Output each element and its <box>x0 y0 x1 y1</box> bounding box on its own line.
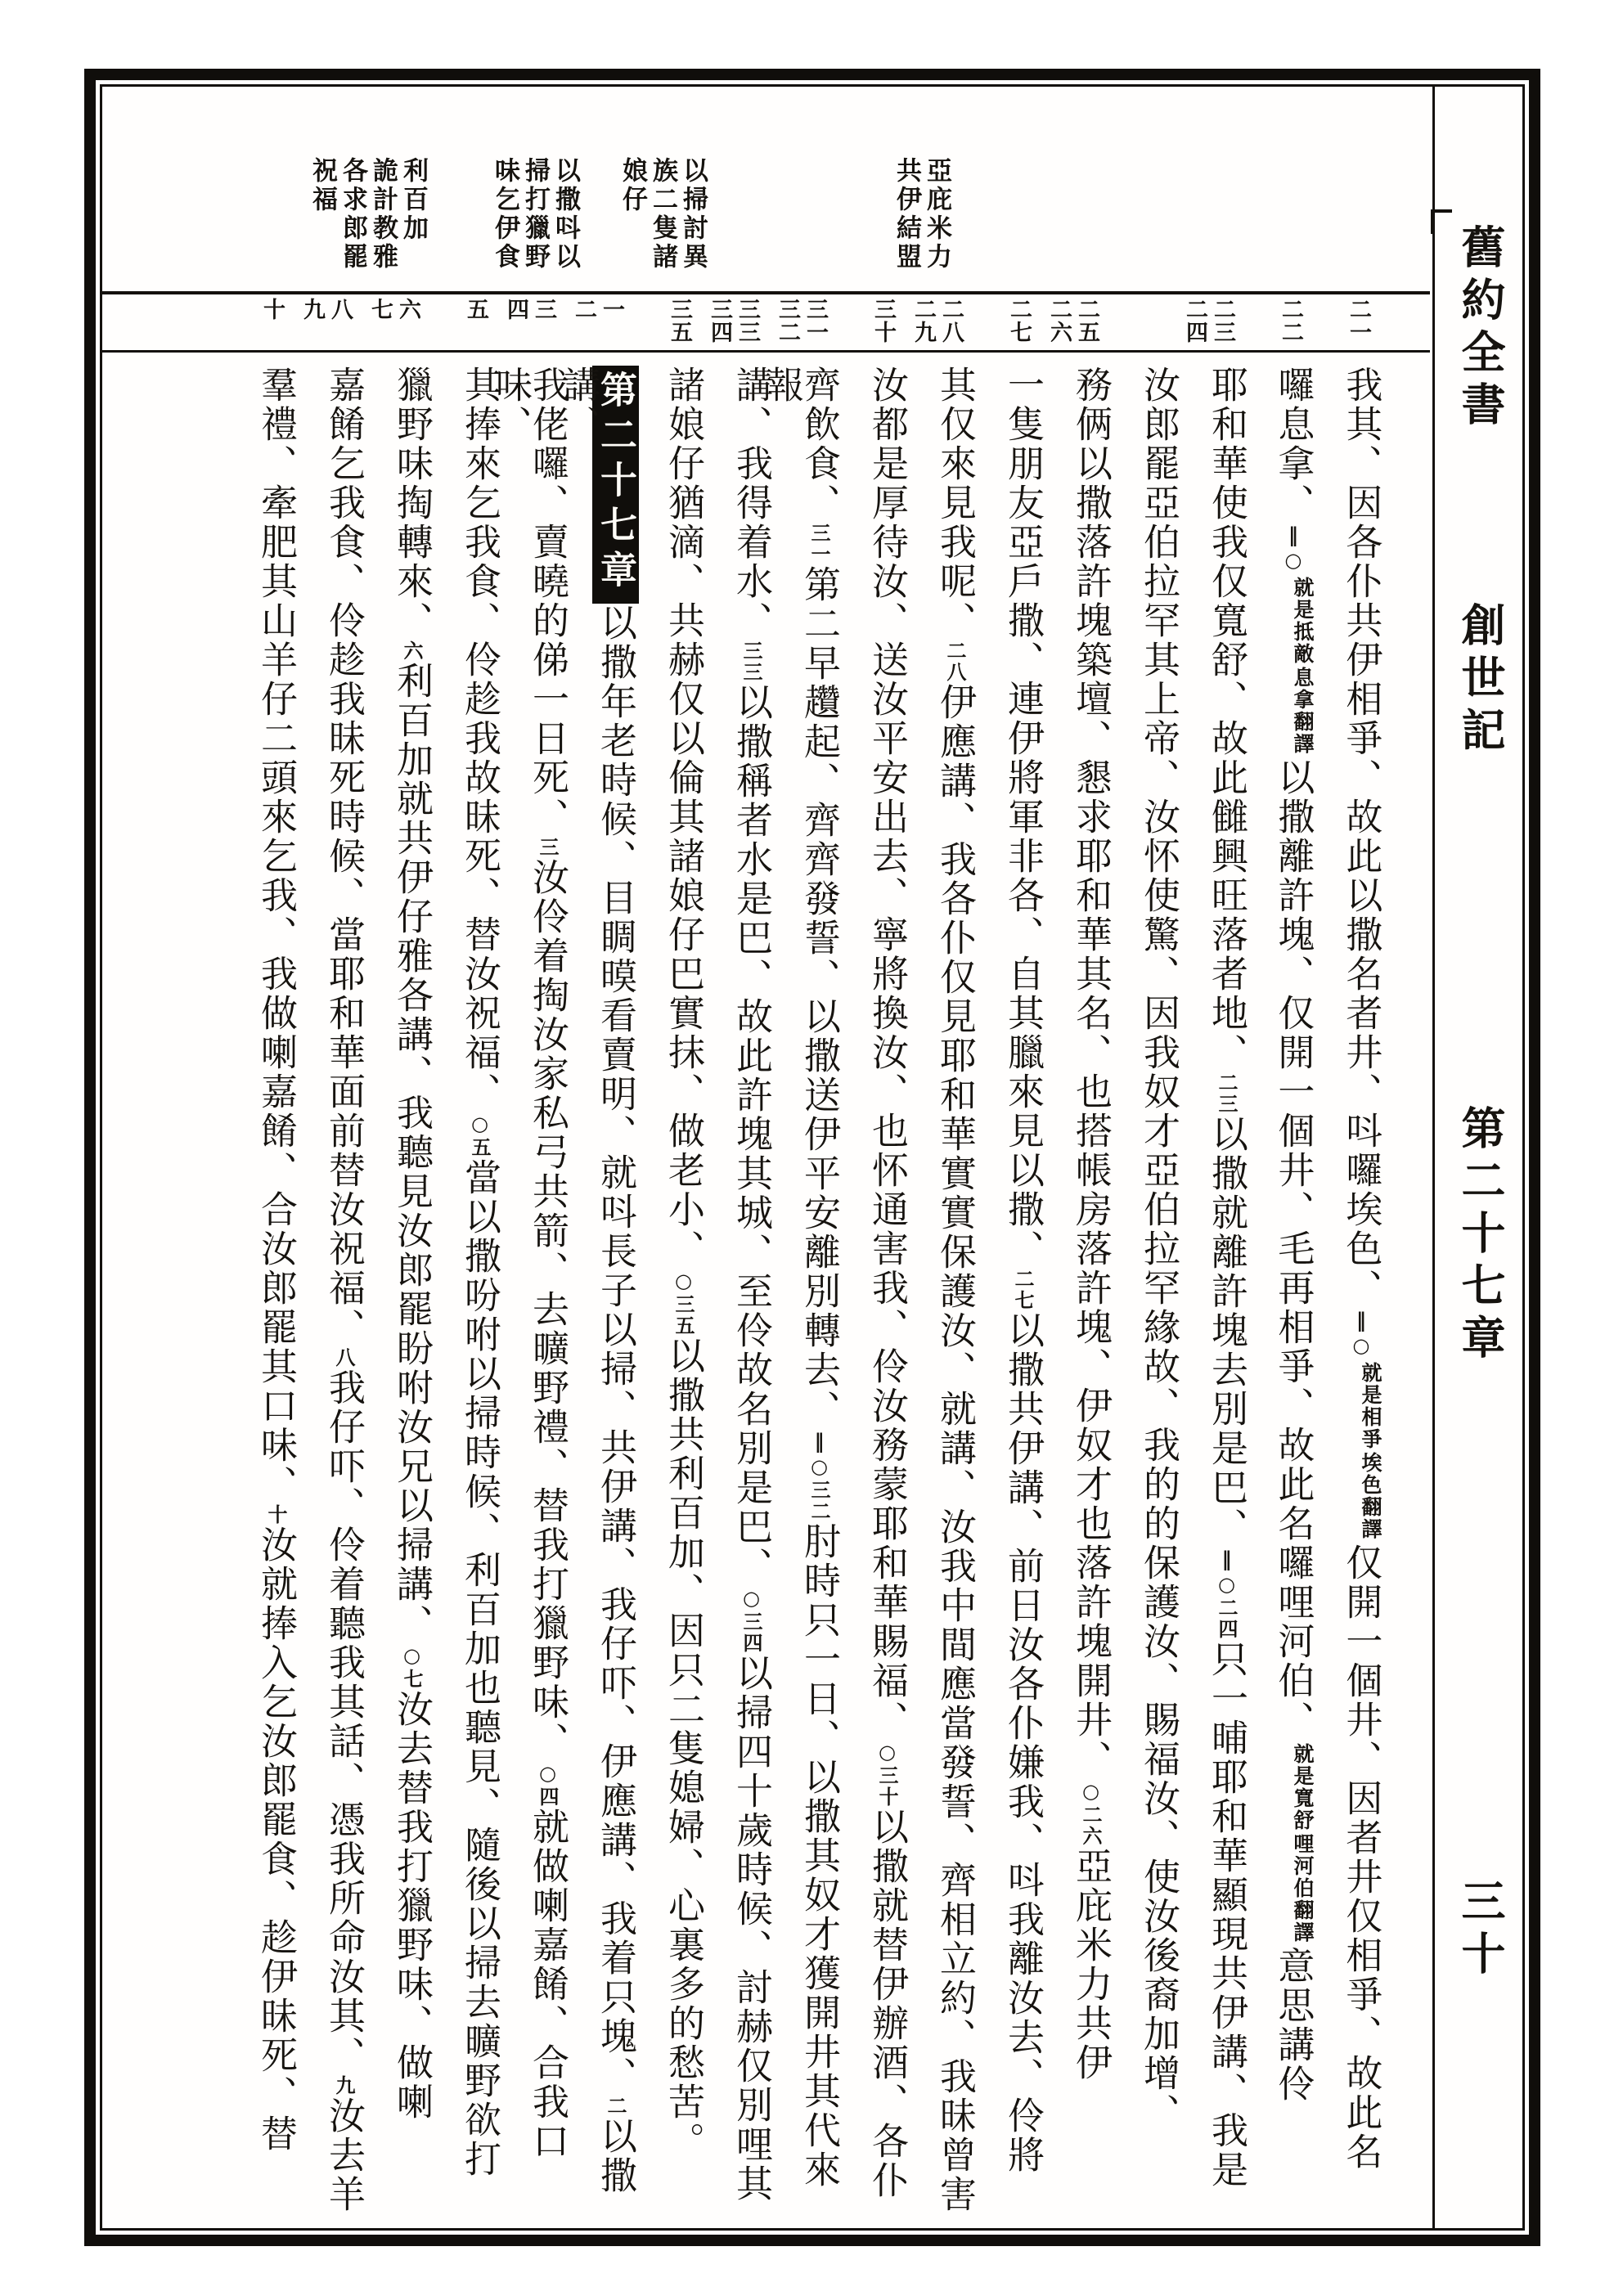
verse-number-label <box>1008 298 1030 344</box>
annotation-column: 以掃討異 <box>678 157 708 272</box>
note-left-column: 就是相爭 <box>1359 1362 1382 1450</box>
text-column <box>489 366 569 2220</box>
inline-verse-marker: ○五 <box>468 1112 492 1158</box>
title-bracket-mark <box>1431 209 1452 234</box>
text-column <box>702 366 773 2220</box>
scripture-text: 以撒年老時候、目睭暯看賣明、就呌長子以掃、共伊講、我仔吓、伊應講、我着只塊、 <box>594 604 637 2096</box>
inline-translation-note <box>1292 1743 1313 1943</box>
scripture-text-area <box>102 353 1430 2228</box>
inline-verse-marker: 六 <box>400 640 424 662</box>
scripture-text: 獵野味掏轉來、 <box>390 366 434 640</box>
text-column <box>1109 366 1180 2220</box>
page-number: 三十 <box>1454 1878 1507 1983</box>
note-left-column: 就是抵敵 <box>1291 577 1315 665</box>
inline-verse-marker: ○七 <box>400 1643 424 1690</box>
verse-number: 二八 <box>938 298 964 344</box>
inline-translation-note <box>1292 577 1313 755</box>
scripture-text: 利百加就共伊仔雅各講、我聽見汝郎罷盼咐汝兄以掃講、 <box>390 662 434 1643</box>
text-column <box>1245 366 1313 2220</box>
scripture-text: 囉息拿、 <box>1271 366 1315 523</box>
inline-verse-marker: 三 <box>536 837 560 858</box>
verse-number-label <box>465 298 487 321</box>
inline-verse-marker: ‖○ <box>1281 523 1306 573</box>
text-column <box>761 366 841 2220</box>
inline-verse-marker: ‖○二四 <box>1215 1547 1239 1640</box>
inline-verse-marker: 九 <box>332 2075 356 2096</box>
scripture-text: 以撒就離許塊去別是巴、 <box>1205 1115 1248 1547</box>
text-column <box>634 366 705 2220</box>
verse-number: 二五 <box>1074 298 1099 344</box>
scripture-text: 仅開一個井、因者井仅相爭、故此名 <box>1339 1543 1383 2172</box>
verse-number-label <box>505 298 555 321</box>
top-annotation-band <box>102 87 1430 291</box>
verse-number: 二七 <box>1006 298 1032 344</box>
verse-number: 三三 <box>735 298 760 344</box>
text-column <box>362 366 434 2220</box>
chapter-running-head: 第二十七章 <box>1454 1105 1507 1367</box>
text-column <box>557 366 637 2220</box>
annotation-group <box>492 157 578 272</box>
verse-number-label <box>1279 298 1302 344</box>
scripture-text: 汝都是厚待汝、送汝平安出去、寧將換汝、也怀通害我、伶汝務蒙耶和華賜福、 <box>865 366 909 1740</box>
inline-verse-marker: 八 <box>332 1347 356 1368</box>
annotation-column: 以撒呌以 <box>551 157 580 272</box>
annotation-column: 族二隻諸 <box>648 157 677 272</box>
scripture-text: 就做喇嘉餚、合我口味、 <box>489 366 569 2161</box>
text-column <box>1313 366 1381 2220</box>
verse-number-label <box>369 298 419 321</box>
scripture-text: 當以撒吩咐以掃時候、利百加也聽見、隨後以掃去曠野欲打 <box>458 1158 501 2179</box>
text-column <box>430 366 501 2220</box>
scripture-text: 羣禮、牽肥其山羊仔二頭來乞我、我做喇嘉餚、合汝郎罷其口味、 <box>254 366 298 1504</box>
inline-verse-marker: ○二六 <box>1079 1779 1103 1847</box>
scripture-text: 汝伶着掏汝家私弓共箭、去曠野禮、替我打獵野味、 <box>526 858 569 1761</box>
annotation-column: 掃打獵野 <box>520 157 550 272</box>
chapter-heading-inverted: 第二十七章 <box>592 366 639 604</box>
inline-verse-marker: 三一 <box>807 523 831 565</box>
scripture-text: 意思講伶 <box>1271 1947 1315 2104</box>
inline-verse-marker: 二三 <box>1215 1072 1239 1115</box>
verse-number: 六 <box>395 298 420 321</box>
scripture-text: 耶和華使我仅寬舒、故此雠興旺落者地、 <box>1205 366 1248 1072</box>
inline-verse-marker: 三三 <box>740 640 763 683</box>
scripture-text: 務俩以撒落許塊築壇、懇求耶和華其名、也搭帳房落許塊、伊奴才也落許塊開井、 <box>1069 366 1113 1779</box>
scripture-text: 肘時只一日、以撒其奴才獲開井其代來報 <box>761 366 841 2190</box>
verse-number-label <box>1347 298 1369 344</box>
annotation-column: 共伊結盟 <box>892 157 921 272</box>
inline-verse-marker: ○四 <box>536 1761 560 1808</box>
scripture-text: 以撒共伊講、前日汝各仆嫌我、呌我離汝去、伶將 <box>1001 1311 1045 2175</box>
verse-number: 二三 <box>1210 298 1235 344</box>
scripture-text: 其仅來見我呢、 <box>933 366 977 640</box>
verse-number-label <box>872 298 894 344</box>
scripture-text: 汝就捧入乞汝郎罷食、趁伊昧死、替 <box>254 1525 298 2154</box>
note-right-column: 哩河伯翻譯 <box>1291 1833 1315 1943</box>
scripture-text: 亞庇米力共伊 <box>1069 1847 1113 2083</box>
note-left-column: 就是寬舒 <box>1291 1743 1315 1831</box>
scripture-text: 汝去羊 <box>322 2096 366 2214</box>
note-right-column: 息拿翻譯 <box>1291 667 1315 755</box>
annotation-column: 利百加 <box>398 157 428 243</box>
verse-number: 五 <box>463 298 488 321</box>
main-text-region <box>102 87 1430 2228</box>
verse-number: 九 <box>299 298 325 321</box>
annotation-column: 娘仔 <box>618 157 647 214</box>
scripture-text: 以撒講、 <box>557 366 637 2195</box>
scripture-text: 汝去替我打獵野味、做喇 <box>390 1690 434 2122</box>
text-column <box>838 366 909 2220</box>
inline-verse-marker: 二七 <box>1011 1269 1035 1311</box>
verse-number-label <box>668 298 690 344</box>
annotation-column: 詭計教雅 <box>368 157 398 272</box>
text-column <box>1177 366 1248 2220</box>
text-column <box>227 366 298 2220</box>
verse-number-label <box>1184 298 1234 344</box>
verse-number: 三四 <box>707 298 732 344</box>
scripture-text: 第二早趲起、齊齊發誓、以撒送伊平安離別轉去、 <box>798 565 841 1429</box>
note-right-column: 埃色翻譯 <box>1359 1452 1382 1540</box>
verse-number: 四 <box>503 298 528 321</box>
verse-number: 三二 <box>775 298 800 344</box>
scripture-text: 以掃四十歲時候、討赫仅別哩其 <box>730 1654 773 2204</box>
page-inner-border <box>100 84 1525 2231</box>
scripture-text: 其捧來乞我食、伶趁我故昧死、替汝祝福、 <box>458 366 501 1112</box>
scripture-text: 汝郎罷亞伯拉罕其上帝、汝怀使驚、因我奴才亞伯拉罕緣故、我的的保護汝、賜福汝、使汝後裔加增、 <box>1137 366 1180 2132</box>
text-column <box>906 366 977 2220</box>
text-column <box>294 366 366 2220</box>
text-column <box>1041 366 1113 2220</box>
annotation-group <box>893 157 949 272</box>
verse-number: 二二 <box>1278 298 1303 344</box>
verse-number-label <box>261 298 283 321</box>
scripture-text: 諸娘仔猶滴、共赫仅以倫其諸娘仔巴實抹、做老小、 <box>662 366 705 1269</box>
annotation-column: 各求郎罷 <box>338 157 367 272</box>
scripture-text: 以撒就替伊辦酒、各仆 <box>865 1808 909 2200</box>
scripture-text: 我仔吓、伶着聽我其話、憑我所命汝其、 <box>322 1368 366 2075</box>
book-title: 舊約全書 <box>1454 224 1507 434</box>
annotation-group <box>618 157 708 272</box>
verse-number: 三一 <box>803 298 828 344</box>
scripture-text: 我其、因各仆共伊相爭、故此以撒名者井、呌囉埃色、 <box>1339 366 1383 1308</box>
scripture-text: 伊應講、我各仆仅見耶和華實實保護汝、就講、汝我中間應當發誓、齊相立約、我昧曾害 <box>933 683 977 2214</box>
verse-number-label <box>301 298 351 321</box>
scripture-text: 以撒稱者水是巴、故此許塊其城、至伶故名別是巴、 <box>730 683 773 1586</box>
inline-verse-marker: ○三十 <box>875 1740 899 1808</box>
scripture-text: 只一晡耶和華顯現共伊講、我是 <box>1205 1640 1248 2190</box>
inline-translation-note <box>1360 1362 1381 1540</box>
scripture-text: 一隻朋友亞戶撒、連伊將軍非各、自其臘來見以撒、 <box>1001 366 1045 1269</box>
inline-verse-marker: ‖○三二 <box>807 1429 831 1522</box>
verse-number: 一 <box>599 298 624 321</box>
scripture-text: 嘉餚乞我食、伶趁我昧死時候、當耶和華面前替汝祝福、 <box>322 366 366 1347</box>
inline-verse-marker: 十 <box>264 1504 288 1525</box>
inline-verse-marker: 二八 <box>943 640 967 683</box>
verse-number: 二一 <box>1346 298 1371 344</box>
text-column <box>973 366 1045 2220</box>
inline-verse-marker: ○三五 <box>672 1269 695 1337</box>
verse-number: 三 <box>531 298 556 321</box>
page-border-frame <box>84 69 1540 2246</box>
annotation-group <box>308 157 428 272</box>
verse-number: 二六 <box>1046 298 1072 344</box>
verse-number: 三十 <box>870 298 896 344</box>
inline-verse-marker: ‖○ <box>1349 1308 1373 1359</box>
verse-number-strip <box>102 294 1430 350</box>
verse-number-label <box>776 298 826 344</box>
annotation-column: 祝福 <box>308 157 337 214</box>
verse-number: 二 <box>571 298 596 321</box>
inline-verse-marker: 二 <box>604 2096 627 2117</box>
annotation-column: 味乞伊食 <box>490 157 519 272</box>
title-column <box>1432 87 1522 2228</box>
scripture-text: 我佬囉、賣曉的俤一日死、 <box>526 366 569 837</box>
verse-number: 七 <box>367 298 393 321</box>
verse-number: 二四 <box>1182 298 1207 344</box>
verse-number-label <box>912 298 962 344</box>
verse-number-label <box>708 298 758 344</box>
verse-number: 八 <box>327 298 353 321</box>
verse-number: 三五 <box>667 298 692 344</box>
verse-number: 二九 <box>910 298 936 344</box>
verse-number-label <box>573 298 623 321</box>
inline-verse-marker: ○三四 <box>740 1586 763 1654</box>
section-title: 創世記 <box>1454 602 1507 759</box>
annotation-column: 亞庇米力 <box>922 157 951 272</box>
scripture-text: 講、我得着水、 <box>730 366 773 640</box>
scripture-text: 齊飲食、 <box>798 366 841 523</box>
verse-number-label <box>1048 298 1098 344</box>
scripture-text: 以撒離許塊、仅開一個井、毛再相爭、故此名囉哩河伯、 <box>1271 758 1315 1740</box>
verse-number: 十 <box>259 298 285 321</box>
scripture-text: 以撒共利百加、因只二隻媳婦、心裏多的愁苦。 <box>662 1337 705 2161</box>
